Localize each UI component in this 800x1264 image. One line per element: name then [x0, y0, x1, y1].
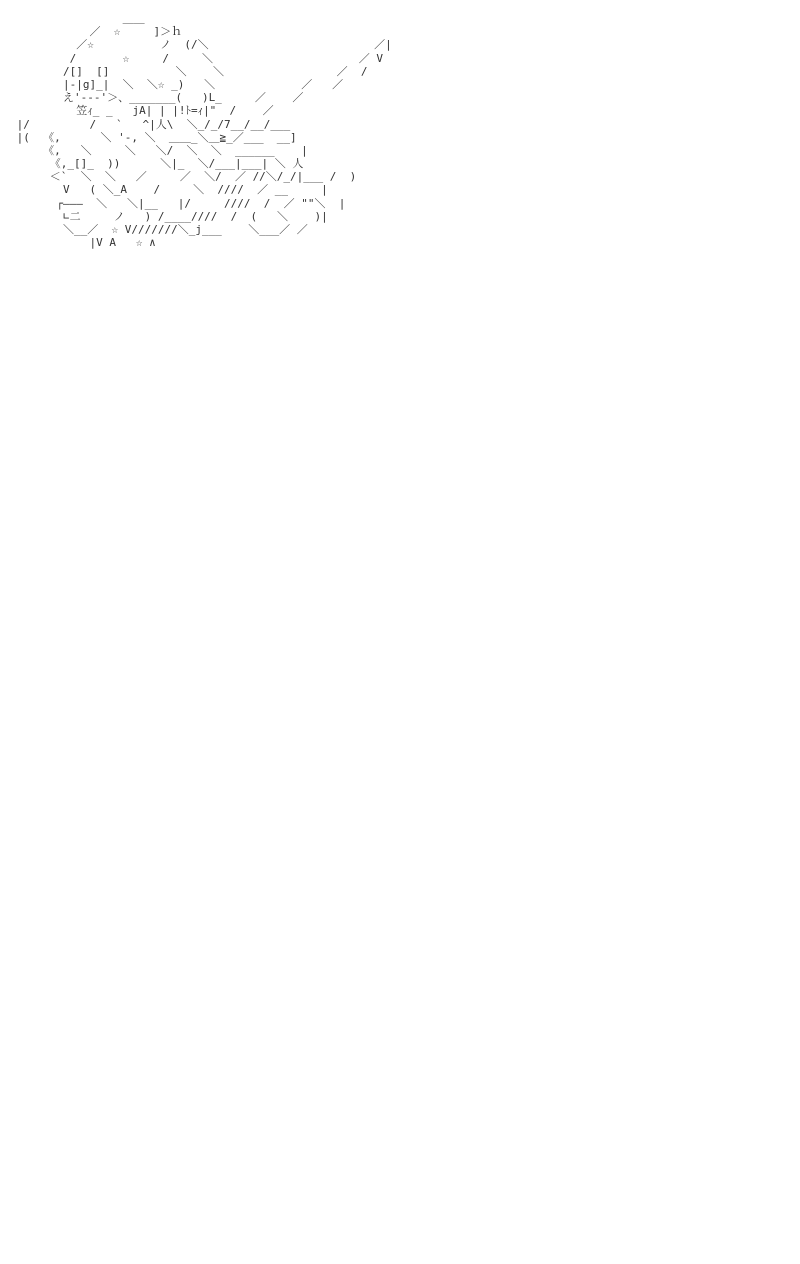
ascii-art-principal-smoking: ＿＿ ／ ☆ ]＞ｈ ／☆ ノ (/＼ ／| / ☆ / ＼ ／ V /[] [] ＼ ＼ ／ / |-|g]_| ＼ ＼☆ _) ＼ ／ ／ え'---'＞、_______( )L_ ／ ／ 笠ｨ_ _ jA| | |!ﾄ=ｨ|" / ／ |/ / ` ^|人\ ＼_/_/7__/__/___ |( 《, ＼ '-, ＼ ＿＿_＼＿≧_／___ __] 《, ＼ ＼ ＼/ ＼ ＼ ______ | 《,_[]_ )) ＼|_ ＼/___|___| ＼ 人 ＜` ＼ ＼ ／ ／ ＼/ ／ //＼/_/|___ / ) V ( ＼_A / ＼ //// ／ __ | ┌――― ＼ ＼|__ |/ //// / ／ ""＼ | ∟二 ノ ) /____//// / ( ＼ )| ＼__／ ☆ V///////＼_j___ ＼___／ ／ |V A ☆ ∧ — [16, 12, 392, 250]
panel-1 — [0, 0, 800, 400]
